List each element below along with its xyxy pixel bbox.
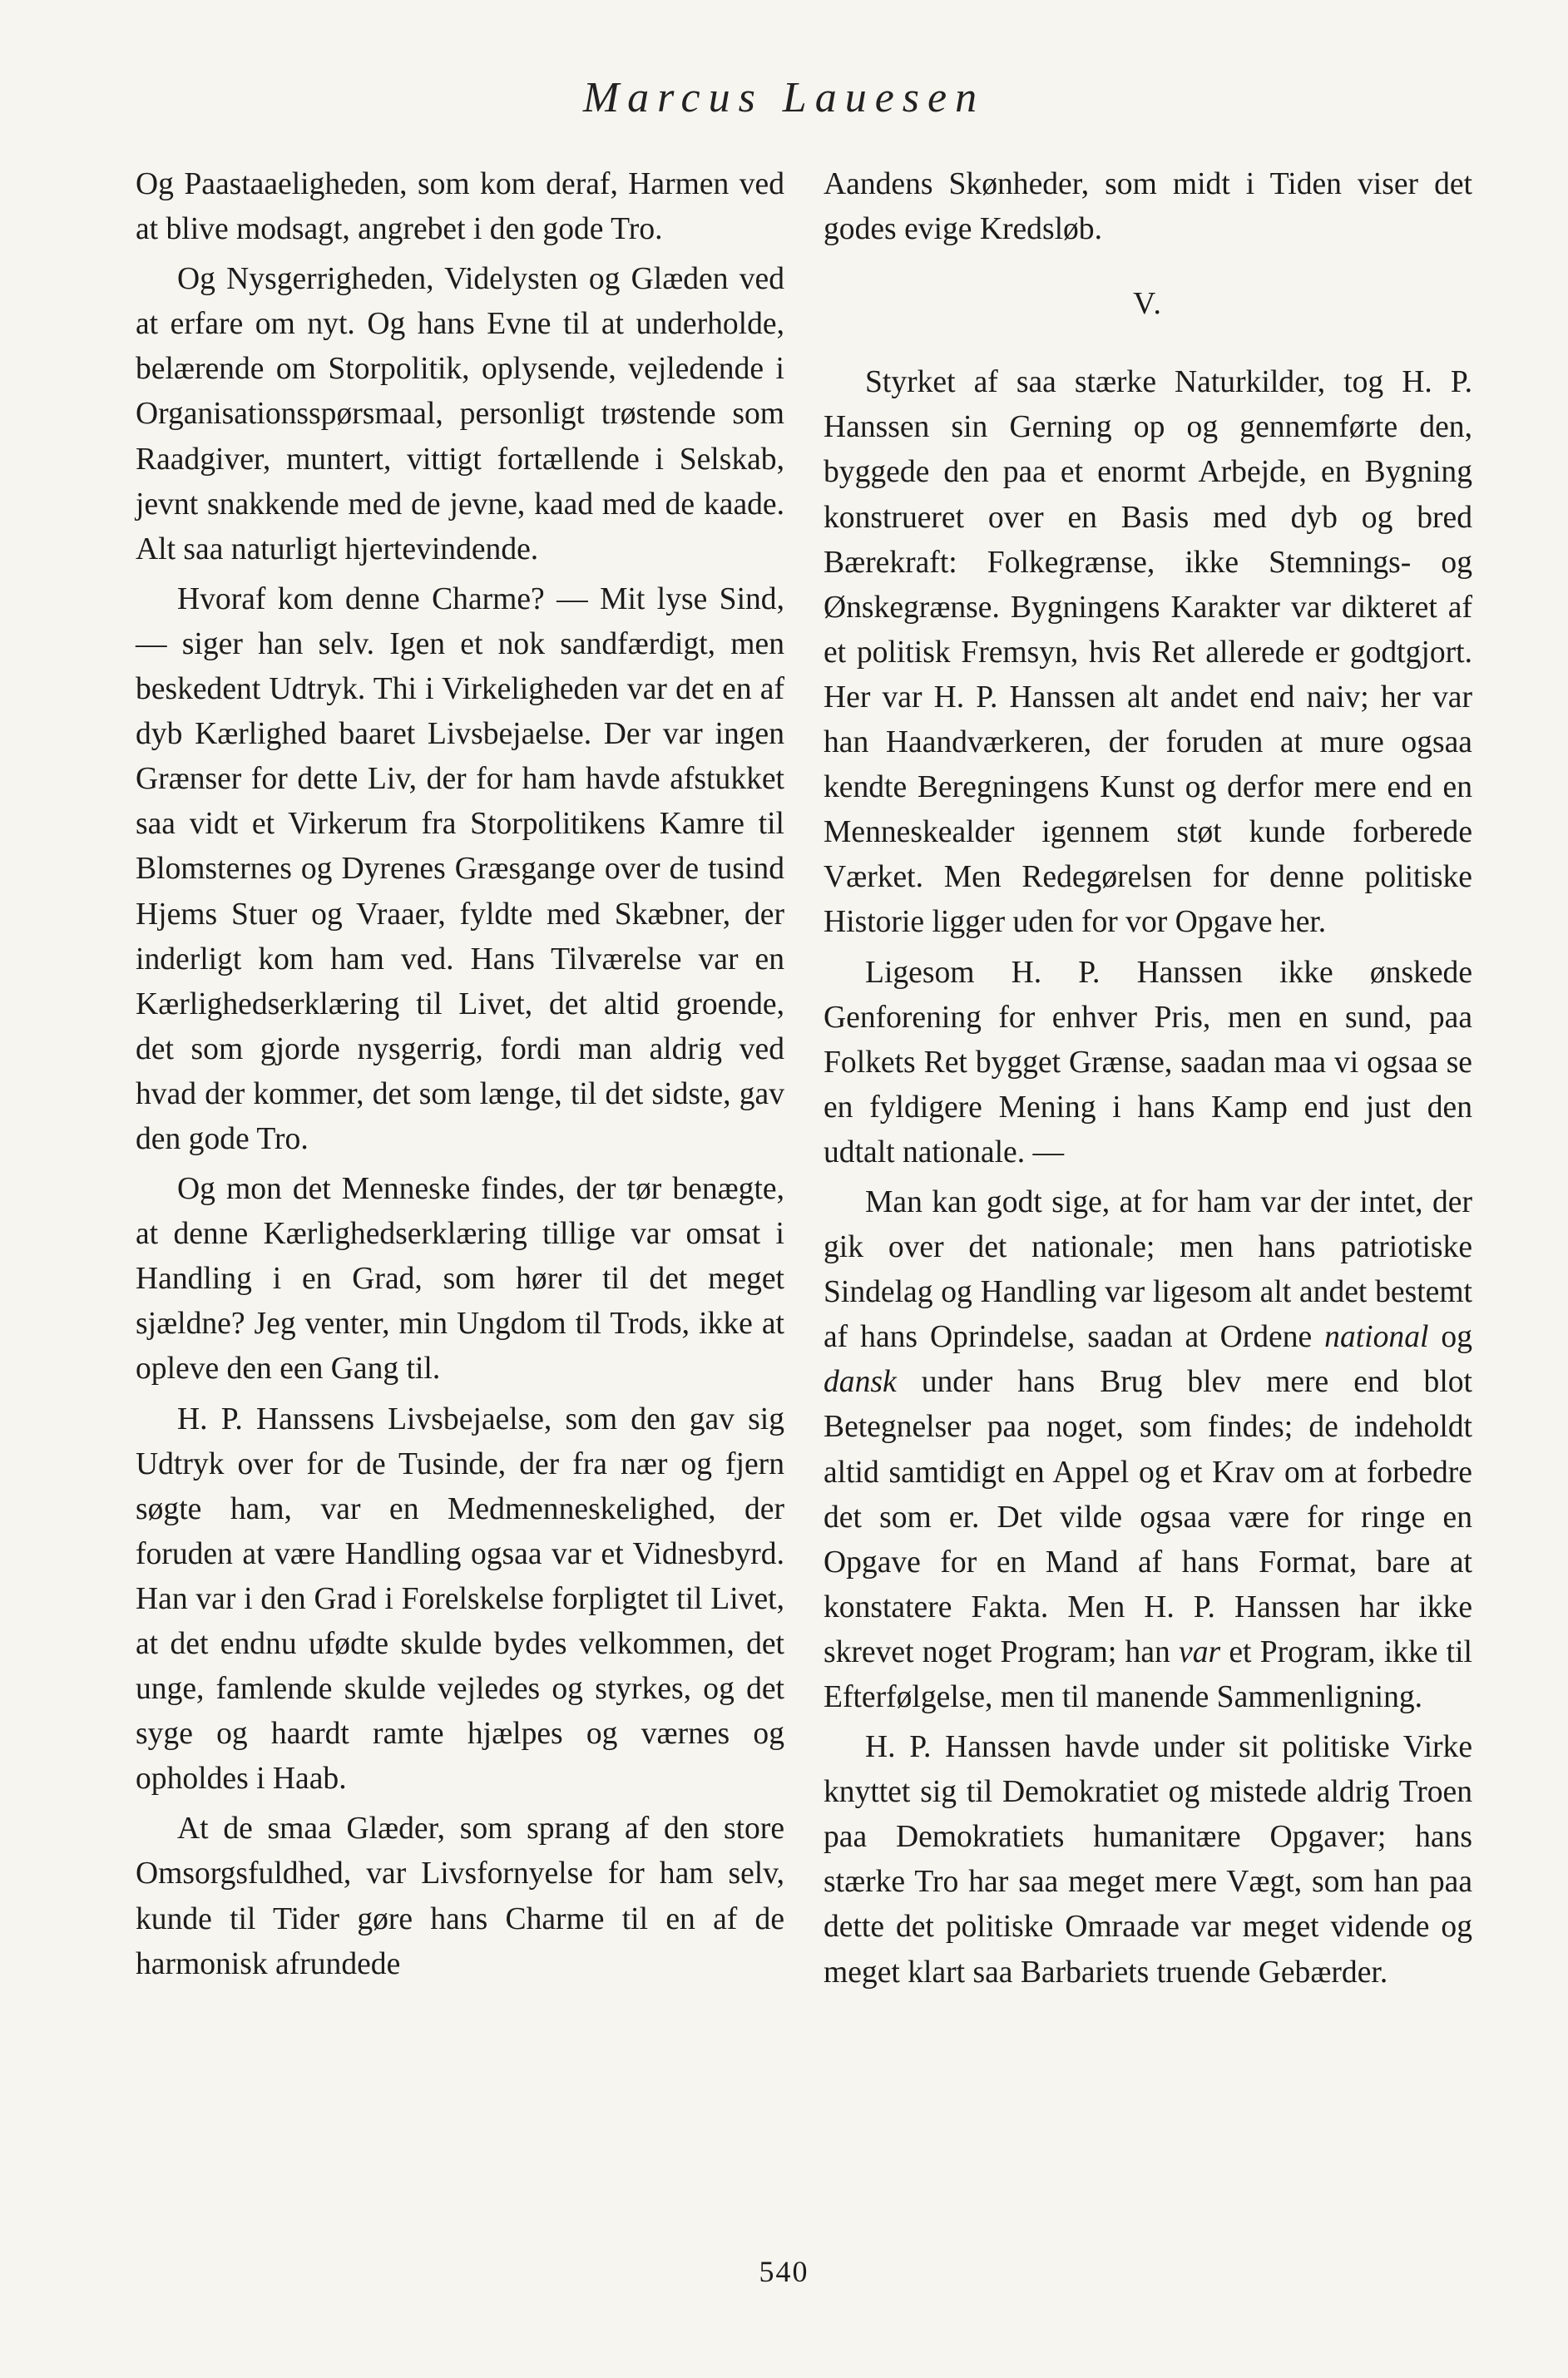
left-text-column: [136, 162, 784, 1987]
emphasized-word: var: [1179, 1634, 1221, 1669]
paragraph-with-emphasis: [824, 1180, 1472, 1720]
text-run: under hans Brug blev mere end blot Betegnelser paa noget, som findes; de indeholdt altid samtidigt en Appel og et Krav om at forbedre det som er. Det vilde ogsaa være for ringe en Opgave for en Mand af hans Format, bare at konstatere Fakta. Men H. P. Hanssen har ikke skrevet noget Program; han: [824, 1365, 1472, 1669]
emphasized-word: national: [1324, 1320, 1429, 1355]
continued-paragraph: Aandens Skønheder, som midt i Tiden viser det godes evige Kredsløb.: [824, 167, 1472, 247]
text-run: et Program, ikke til Efterfølgelse, men til manende Sammenligning.: [824, 1634, 1472, 1714]
paragraph: H. P. Hanssen havde under sit politiske Virke knyttet sig til Demokratiet og mistede aldrig Troen paa Demokratiets humanitære Opgaver; hans stærke Tro har saa meget mere Vægt, som han paa dette det politiske Omraade var meget vidende og meget klart saa Barbariets truende Gebærder.: [824, 1730, 1472, 1990]
paragraph: At de smaa Glæder, som sprang af den store Omsorgsfuldhed, var Livsfornyelse for ham selv, kunde til Tider gøre hans Charme til en af de harmonisk afrundede: [136, 1812, 784, 1981]
emphasized-word: dansk: [824, 1365, 897, 1400]
paragraph: H. P. Hanssens Livsbejaelse, som den gav sig Udtryk over for de Tusinde, der fra nær og fjern søgte ham, var en Medmenneskelighed, der foruden at være Handling ogsaa var et Vidnesbyrd. Han var i den Grad i Forelskelse forpligtet til Livet, at det endnu ufødte skulde bydes velkommen, det unge, famlende skulde vejledes og styrkes, og det syge og haardt ramte hjælpes og værnes og opholdes i Haab.: [136, 1402, 784, 1797]
paragraph: Styrket af saa stærke Naturkilder, tog H. P. Hanssen sin Gerning op og gennemførte den, byggede den paa et enormt Arbejde, en Bygning konstrueret over en Basis med dyb og bred Bærekraft: Folkegrænse, ikke Stemnings- og Ønskegrænse. Bygningens Karakter var dikteret af et politisk Fremsyn, hvis Ret allerede er godtgjort. Her var H. P. Hanssen alt andet end naiv; her var han Haandværkeren, der foruden at mure ogsaa kendte Beregningens Kunst og derfor mere end en Menneskealder igennem støt kunde forberede Værket. Men Redegørelsen for denne politiske Historie ligger uden for vor Opgave her.: [824, 365, 1472, 940]
paragraph: Ligesom H. P. Hanssen ikke ønskede Genforening for enhver Pris, men en sund, paa Folkets Ret bygget Grænse, saadan maa vi ogsaa se en fyldigere Mening i hans Kamp end just den udtalt nationale. —: [824, 955, 1472, 1169]
right-text-column: [824, 162, 1472, 1995]
text-run: Man kan godt sige, at for ham var der intet, der gik over det nationale; men hans patriotiske Sindelag og Handling var ligesom alt andet bestemt af hans Oprindelse, saadan at Ordene: [824, 1184, 1472, 1355]
running-header-title: Marcus Lauesen: [582, 74, 986, 121]
paragraph: Og Nysgerrigheden, Videlysten og Glæden ved at erfare om nyt. Og hans Evne til at underholde, belærende om Storpolitik, oplysende, vejledende i Organisationsspørsmaal, personligt trøstende som Raadgiver, muntert, vittigt fortællende i Selskab, jevnt snakkende med de jevne, kaad med de kaade. Alt saa naturligt hjertevindende.: [136, 262, 784, 566]
paragraph: Hvoraf kom denne Charme? — Mit lyse Sind, — siger han selv. Igen et nok sandfærdigt, men beskedent Udtryk. Thi i Virkeligheden var det en af dyb Kærlighed baaret Livsbejaelse. Der var ingen Grænser for dette Liv, der for ham havde afstukket saa vidt et Virkerum fra Storpolitikens Kamre til Blomsternes og Dyrenes Græsgange over de tusind Hjems Stuer og Vraaer, fyldte med Skæbner, der inderligt kom ham ved. Hans Tilværelse var en Kærlighedserklæring til Livet, det altid groende, det som gjorde nysgerrig, fordi man aldrig ved hvad der kommer, det som længe, til det sidste, gav den gode Tro.: [136, 581, 784, 1156]
paragraph: Og Paastaaeligheden, som kom deraf, Harmen ved at blive modsagt, angrebet i den gode Tro.: [136, 167, 784, 247]
paragraph: Og mon det Menneske findes, der tør benægte, at denne Kærlighedserklæring tillige var omsat i Handling i en Grad, som hører til det meget sjældne? Jeg venter, min Ungdom til Trods, ikke at opleve den een Gang til.: [136, 1172, 784, 1387]
section-heading: V.: [1133, 287, 1163, 322]
page-number: 540: [759, 2255, 809, 2288]
text-run: og: [1428, 1320, 1472, 1355]
